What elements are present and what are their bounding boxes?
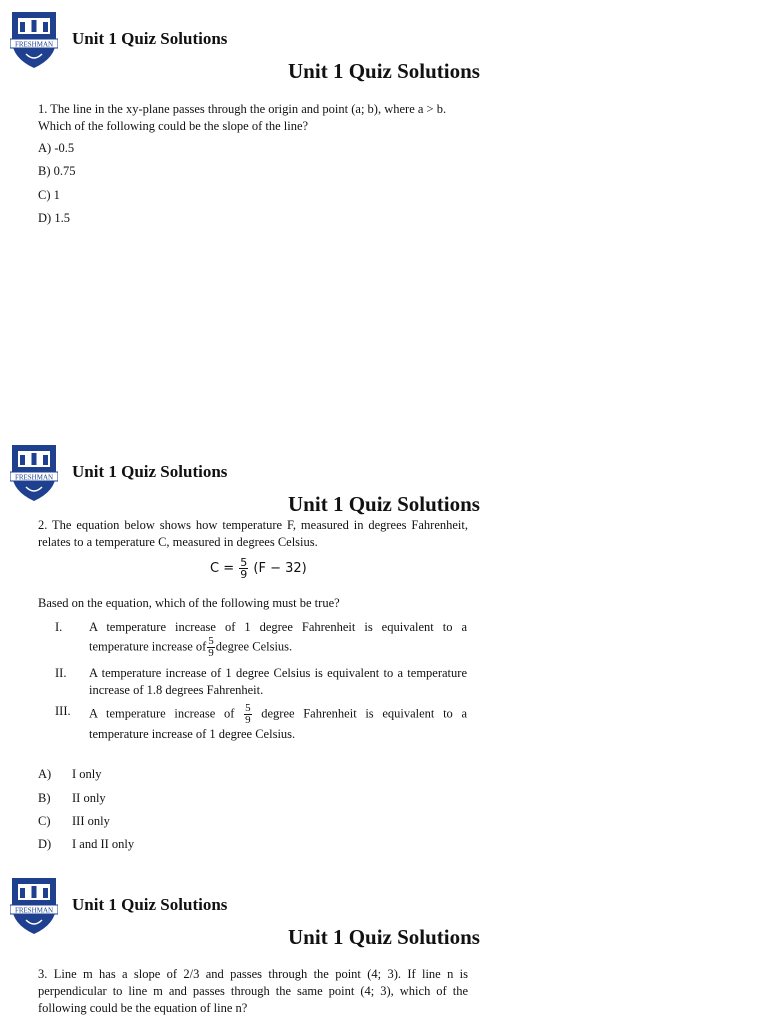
- temperature-equation: C = $\frac{5}{9}$ (F − 32): [210, 556, 307, 581]
- q2-option-a: A) I only: [38, 767, 102, 781]
- question-1-text: 1. The line in the xy-plane passes through the origin and point (a; b), where a > b. Which of the following could be the slope of the line?: [38, 102, 447, 133]
- q1-option-b: B) 0.75: [38, 164, 76, 178]
- svg-text:FRESHMAN: FRESHMAN: [14, 906, 54, 915]
- question-3-text: 3. Line m has a slope of 2/3 and passes through the point (4; 3). If line n is perpendicular to line m and passes through the same point (4; 3), which of the following could be the equation of line n?: [38, 967, 468, 1015]
- statement-i: I. A temperature increase of 1 degree Fahrenheit is equivalent to a temperature increase of $\frac{5}{9}$ degree Celsius.: [55, 620, 467, 659]
- page-section-2: [0, 433, 768, 863]
- equation-fraction: $\frac{5}{9}$: [240, 556, 248, 581]
- page-title: Unit 1 Quiz Solutions: [288, 925, 480, 949]
- q1-option-c: C) 1: [38, 188, 60, 202]
- question-2-text: 2. The equation below shows how temperature F, measured in degrees Fahrenheit, relates to a temperature C, measured in degrees Celsius.: [38, 518, 468, 549]
- header-title: Unit 1 Quiz Solutions: [72, 895, 228, 914]
- page-section-3: [0, 866, 768, 1024]
- q1-option-a: A) -0.5: [38, 141, 75, 155]
- statement-ii: II. A temperature increase of 1 degree Celsius is equivalent to a temperature increase of 1.8 degrees Fahrenheit.: [55, 666, 467, 697]
- page-title: Unit 1 Quiz Solutions: [288, 59, 480, 83]
- statement-iii: III. A temperature increase of $\frac{5}{9}$ degree Fahrenheit is equivalent to a temperature increase of 1 degree Celsius.: [55, 702, 468, 741]
- page-section-1: [0, 0, 768, 430]
- q2-option-c: C) III only: [38, 814, 110, 828]
- page-title: Unit 1 Quiz Solutions: [288, 492, 480, 516]
- q2-option-b: B) II only: [38, 791, 106, 805]
- q1-option-d: D) 1.5: [38, 211, 70, 225]
- header-title: Unit 1 Quiz Solutions: [72, 29, 228, 48]
- question-2-prompt: Based on the equation, which of the following must be true?: [38, 596, 340, 610]
- q2-option-d: D) I and II only: [38, 837, 135, 851]
- svg-text:FRESHMAN: FRESHMAN: [14, 473, 54, 482]
- svg-text:FRESHMAN: FRESHMAN: [14, 40, 54, 49]
- header-title: Unit 1 Quiz Solutions: [72, 462, 228, 481]
